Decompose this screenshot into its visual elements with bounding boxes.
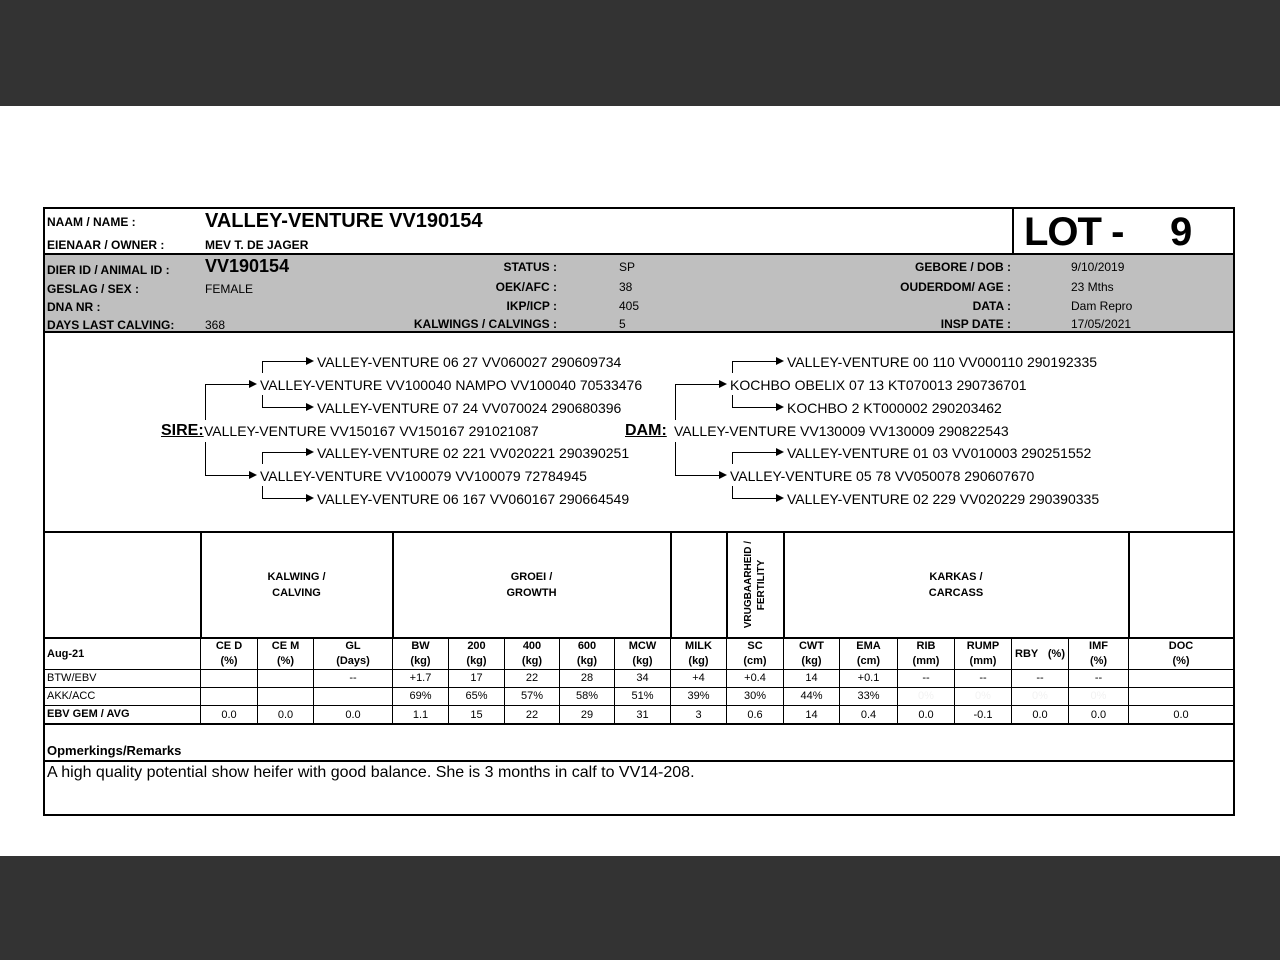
connector-line — [732, 361, 776, 362]
column-header-400 — [505, 639, 560, 670]
table-cell: 3 — [671, 706, 727, 724]
column-header-gl — [314, 639, 393, 670]
connector-line — [732, 452, 733, 464]
column-header-mcw — [615, 639, 671, 670]
status-label: STATUS : — [503, 260, 557, 274]
table-cell: 0.4 — [840, 706, 898, 724]
column-name: 400 — [522, 640, 542, 652]
arrow-icon — [306, 357, 314, 365]
column-unit: (%) — [1089, 655, 1108, 667]
sex-label: GESLAG / SEX : — [47, 282, 140, 296]
connector-line — [732, 395, 733, 407]
connector-line — [732, 407, 776, 408]
dob-value: 9/10/2019 — [1071, 260, 1125, 274]
column-header-200 — [449, 639, 505, 670]
column-header-rib — [898, 639, 955, 670]
row-label: AKK/ACC — [45, 688, 201, 706]
column-name: CE D — [215, 640, 243, 652]
lot-label: LOT - — [1024, 210, 1124, 254]
group-growth-line1: GROEI / — [510, 571, 553, 583]
table-cell: -- — [1069, 670, 1129, 688]
connector-line — [262, 361, 306, 362]
column-unit: (kg) — [410, 655, 431, 667]
column-name: DOC — [1168, 640, 1194, 652]
name-label: NAAM / NAME : — [47, 215, 136, 229]
connector-line — [262, 407, 306, 408]
sex-value: FEMALE — [205, 282, 254, 296]
group-growth-line2: GROWTH — [506, 587, 557, 599]
group-carcass — [784, 533, 1130, 639]
connector-line — [205, 475, 249, 476]
table-cell: 51% — [615, 688, 671, 706]
period-cell — [45, 639, 201, 670]
owner-value: MEV T. DE JAGER — [205, 238, 309, 252]
table-cell: +0.4 — [727, 670, 784, 688]
column-header-doc — [1129, 639, 1233, 670]
connector-line — [675, 475, 719, 476]
pedigree — [45, 333, 1233, 533]
connector-line — [732, 452, 776, 453]
arrow-icon — [776, 494, 784, 502]
table-cell: 15 — [449, 706, 505, 724]
arrow-icon — [719, 471, 727, 479]
column-name: GL — [345, 640, 361, 652]
icp-value: 405 — [619, 299, 640, 313]
animal-id-value: VV190154 — [205, 256, 290, 276]
table-cell: 0.0 — [1012, 706, 1069, 724]
remarks-divider — [45, 760, 1233, 762]
afc-label: OEK/AFC : — [495, 280, 557, 294]
data-value: Dam Repro — [1071, 299, 1133, 313]
column-header-600 — [560, 639, 615, 670]
table-cell — [1129, 670, 1233, 688]
table-cell: +0.1 — [840, 670, 898, 688]
table-cell: 0.0 — [201, 706, 258, 724]
owner-label: EIENAAR / OWNER : — [47, 238, 165, 252]
column-unit: (cm) — [743, 655, 767, 667]
icp-label: IKP/ICP : — [506, 299, 557, 313]
remarks-text: A high quality potential show heifer with good balance. She is 3 months in calf to VV14-208. — [47, 764, 695, 781]
arrow-icon — [776, 403, 784, 411]
column-name: SC — [747, 640, 763, 652]
sire-dam-sire-name: VALLEY-VENTURE 02 221 VV020221 290390251 — [317, 445, 630, 461]
column-name: EMA — [856, 640, 881, 652]
table-cell: 0.0 — [898, 706, 955, 724]
arrow-icon — [306, 403, 314, 411]
table-cell: -- — [955, 670, 1012, 688]
sire-dam-dam-name: VALLEY-VENTURE 06 167 VV060167 290664549 — [317, 491, 630, 507]
table-cell: +1.7 — [393, 670, 449, 688]
dob-label: GEBORE / DOB : — [914, 260, 1011, 274]
column-unit: (%) — [1172, 655, 1190, 667]
table-cell — [201, 670, 258, 688]
table-cell: 14 — [784, 670, 840, 688]
column-unit: (kg) — [801, 655, 822, 667]
column-unit: (cm) — [856, 655, 881, 667]
connector-line — [675, 384, 719, 385]
dam-dam-dam-name: VALLEY-VENTURE 02 229 VV020229 290390335 — [787, 491, 1100, 507]
column-unit: (kg) — [576, 655, 598, 667]
table-cell: -- — [898, 670, 955, 688]
lot-number: 9 — [1170, 210, 1193, 254]
column-unit: (kg) — [466, 655, 487, 667]
insp-date-label: INSP DATE : — [940, 317, 1011, 331]
connector-line — [732, 361, 733, 373]
table-cell: 0% — [955, 688, 1012, 706]
column-name: MILK — [685, 640, 712, 652]
table-cell: 0.0 — [1173, 708, 1189, 721]
group-carcass-line2: CARCASS — [928, 587, 984, 599]
animal-id-label: DIER ID / ANIMAL ID : — [47, 263, 170, 277]
table-cell: 1.1 — [393, 706, 449, 724]
column-name: IMF — [1089, 640, 1108, 652]
connector-line — [262, 395, 263, 407]
column-name: CWT — [798, 640, 825, 652]
column-unit: (%) — [1047, 647, 1065, 660]
table-cell: 14 — [784, 706, 840, 724]
connector-line — [205, 384, 206, 420]
table-cell — [258, 688, 314, 706]
dam-dam-sire-name: VALLEY-VENTURE 01 03 VV010003 290251552 — [787, 445, 1092, 461]
table-cell: -0.1 — [955, 706, 1012, 724]
column-name: 600 — [577, 640, 597, 652]
column-header-rump — [955, 639, 1012, 670]
status-value: SP — [619, 260, 636, 274]
dam-dam-name: VALLEY-VENTURE 05 78 VV050078 290607670 — [730, 468, 1035, 484]
arrow-icon — [776, 448, 784, 456]
connector-line — [262, 486, 263, 498]
dam-name: VALLEY-VENTURE VV130009 VV130009 290822543 — [674, 423, 1009, 439]
table-cell: -- — [1012, 670, 1069, 688]
table-bottom-border — [45, 723, 1233, 725]
column-header-sc — [727, 639, 784, 670]
group-fertility-line1: VRUGBAARHEID / — [743, 541, 754, 629]
group-fertility-line2: FERTILITY — [756, 559, 767, 611]
table-cell: 57% — [505, 688, 560, 706]
arrow-icon — [776, 357, 784, 365]
lot-card — [43, 207, 1235, 816]
days-label: DAYS LAST CALVING: — [47, 318, 175, 332]
group-growth — [393, 533, 672, 639]
insp-date-value: 17/05/2021 — [1071, 317, 1132, 331]
arrow-icon — [719, 380, 727, 388]
table-cell: 31 — [615, 706, 671, 724]
connector-line — [262, 452, 263, 464]
column-header-ce-m — [258, 639, 314, 670]
arrow-icon — [306, 494, 314, 502]
connector-line — [205, 442, 206, 475]
table-cell: +4 — [671, 670, 727, 688]
table-cell — [1129, 688, 1233, 706]
dna-label: DNA NR : — [47, 300, 101, 314]
data-label: DATA : — [972, 299, 1011, 313]
table-cell — [314, 688, 393, 706]
table-cell — [201, 688, 258, 706]
lot-box — [1012, 209, 1233, 255]
table-cell: 65% — [449, 688, 505, 706]
connector-line — [732, 498, 776, 499]
table-cell: 22 — [505, 670, 560, 688]
column-header-bw — [393, 639, 449, 670]
column-unit: (kg) — [688, 655, 709, 667]
column-header-imf — [1069, 639, 1129, 670]
sire-sire-name: VALLEY-VENTURE VV100040 NAMPO VV100040 70533476 — [260, 377, 643, 393]
group-calving — [201, 533, 394, 639]
connector-line — [675, 442, 676, 475]
column-unit: (kg) — [521, 655, 543, 667]
group-carcass-line1: KARKAS / — [929, 571, 983, 583]
table-cell: 44% — [784, 688, 840, 706]
column-unit: (mm) — [969, 655, 997, 667]
column-name: CE M — [271, 640, 300, 652]
table-cell: 0% — [1069, 688, 1129, 706]
column-name: RIB — [916, 640, 936, 652]
table-cell: 33% — [840, 688, 898, 706]
column-header-cwt — [784, 639, 840, 670]
age-label: OUDERDOM/ AGE : — [900, 280, 1011, 294]
table-cell: 0.6 — [727, 706, 784, 724]
dam-sire-sire-name: VALLEY-VENTURE 00 110 VV000110 290192335 — [787, 354, 1098, 370]
column-unit: (Days) — [336, 655, 370, 667]
sire-label: SIRE: — [161, 422, 204, 439]
arrow-icon — [249, 380, 257, 388]
table-cell: 58% — [560, 688, 615, 706]
column-name: BW — [411, 640, 430, 652]
sire-sire-dam-name: VALLEY-VENTURE 07 24 VV070024 290680396 — [317, 400, 622, 416]
group-blank — [45, 533, 202, 639]
column-header-milk — [671, 639, 727, 670]
table-cell: 69% — [393, 688, 449, 706]
table-cell: 28 — [560, 670, 615, 688]
group-fertility — [727, 533, 785, 639]
column-name: RBY — [1015, 647, 1039, 660]
table-cell: 34 — [615, 670, 671, 688]
top-dark-bar — [0, 0, 1280, 106]
days-value: 368 — [205, 318, 226, 332]
ebv-table — [45, 533, 1233, 723]
animal-details — [45, 255, 1233, 333]
animal-name: VALLEY-VENTURE VV190154 — [205, 210, 483, 232]
connector-line — [262, 498, 306, 499]
group-milk-blank — [671, 533, 728, 639]
sire-dam-name: VALLEY-VENTURE VV100079 VV100079 72784945 — [260, 468, 587, 484]
calvings-label: KALWINGS / CALVINGS : — [413, 317, 557, 331]
connector-line — [675, 384, 676, 420]
dam-sire-name: KOCHBO OBELIX 07 13 KT070013 290736701 — [730, 377, 1027, 393]
row-label: EBV GEM / AVG — [45, 706, 201, 724]
table-cell: 39% — [671, 688, 727, 706]
table-cell: 0.0 — [258, 706, 314, 724]
table-cell: 0.0 — [314, 706, 393, 724]
group-calving-line1: KALWING / — [267, 571, 326, 583]
arrow-icon — [306, 448, 314, 456]
column-name: 200 — [467, 640, 486, 652]
arrow-icon — [249, 471, 257, 479]
column-unit: (mm) — [912, 655, 940, 667]
sire-sire-sire-name: VALLEY-VENTURE 06 27 VV060027 290609734 — [317, 354, 622, 370]
connector-line — [262, 361, 263, 373]
table-cell: 30% — [727, 688, 784, 706]
group-doc-blank — [1129, 533, 1233, 639]
table-cell: 0% — [1012, 688, 1069, 706]
header-top — [45, 209, 1233, 255]
table-cell: 22 — [505, 706, 560, 724]
column-header-rby — [1012, 639, 1069, 670]
calvings-value: 5 — [619, 317, 626, 331]
table-cell: 29 — [560, 706, 615, 724]
sire-name: VALLEY-VENTURE VV150167 VV150167 291021087 — [204, 423, 539, 439]
table-cell: 0.0 — [1069, 706, 1129, 724]
remarks-label: Opmerkings/Remarks — [47, 743, 182, 758]
period-label: Aug-21 — [47, 647, 85, 660]
column-unit: (kg) — [632, 655, 653, 667]
table-cell: 17 — [449, 670, 505, 688]
dam-sire-dam-name: KOCHBO 2 KT000002 290203462 — [787, 400, 1002, 416]
connector-line — [732, 486, 733, 498]
row-label: BTW/EBV — [45, 670, 201, 688]
afc-value: 38 — [619, 280, 633, 294]
table-cell: -- — [314, 670, 393, 688]
dam-label: DAM: — [625, 422, 667, 439]
column-unit: (%) — [276, 655, 295, 667]
column-name: RUMP — [966, 640, 1000, 652]
column-unit: (%) — [220, 655, 238, 667]
group-calving-line2: CALVING — [272, 587, 321, 599]
column-header-ce-d — [201, 639, 258, 670]
bottom-dark-bar — [0, 856, 1280, 960]
connector-line — [262, 452, 306, 453]
column-name: MCW — [628, 640, 657, 652]
age-value: 23 Mths — [1071, 280, 1114, 294]
column-header-ema — [840, 639, 898, 670]
connector-line — [205, 384, 249, 385]
table-cell: 0% — [898, 688, 955, 706]
table-cell — [258, 670, 314, 688]
